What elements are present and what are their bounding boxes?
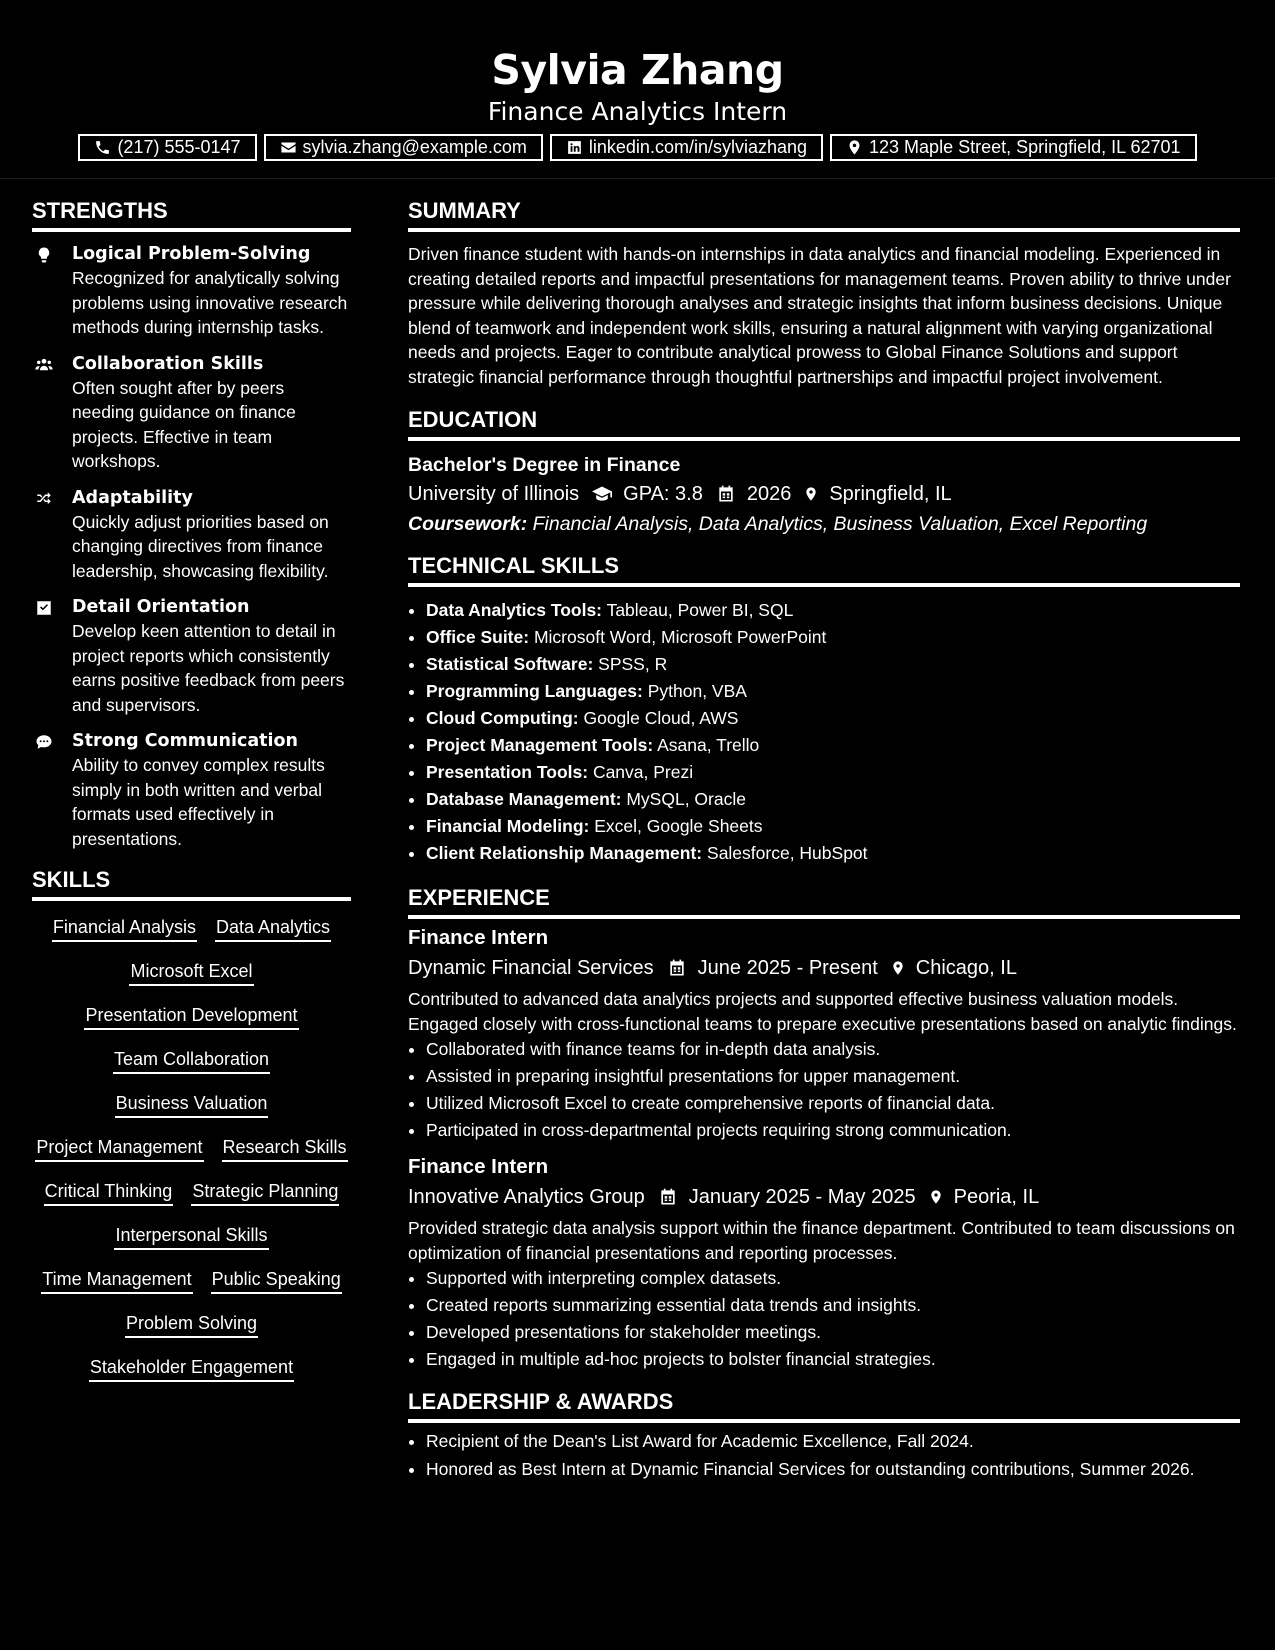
skill-tag: Time Management — [41, 1267, 192, 1294]
job-entry — [408, 1152, 1240, 1373]
strength-item — [32, 486, 351, 584]
skill-tag: Research Skills — [222, 1135, 348, 1162]
tech-label: Data Analytics Tools: — [426, 600, 603, 620]
skill-tag: Project Management — [35, 1135, 203, 1162]
skill-tag: Business Valuation — [115, 1091, 269, 1118]
users-icon — [34, 356, 54, 374]
tech-value: Tableau, Power BI, SQL — [606, 600, 794, 620]
contact-address-text: 123 Maple Street, Springfield, IL 62701 — [869, 137, 1181, 157]
list-item: • Assisted in preparing insightful presentations for upper management. — [426, 1063, 1240, 1090]
tech-value: MySQL, Oracle — [626, 789, 746, 809]
education-school: University of Illinois — [408, 483, 580, 505]
skill-tag: Financial Analysis — [52, 915, 197, 942]
tech-value: Asana, Trello — [657, 735, 760, 755]
chat-icon — [34, 733, 54, 751]
list-item: • Created reports summarizing essential data trends and insights. — [426, 1292, 1240, 1319]
calendar-icon — [657, 1187, 679, 1207]
technical-list — [408, 597, 1240, 867]
list-item — [426, 597, 1240, 624]
list-item: • Honored as Best Intern at Dynamic Financial Services for outstanding contributions, Summer 2026. — [426, 1457, 1240, 1482]
list-item: • Supported with interpreting complex datasets. — [426, 1265, 1240, 1292]
skill-tag: Team Collaboration — [113, 1047, 270, 1074]
strength-title: Collaboration Skills — [72, 353, 264, 374]
strength-title: Strong Communication — [72, 731, 298, 751]
job-dates: January 2025 - May 2025 — [688, 1186, 916, 1208]
strength-desc: Often sought after by peers needing guidance on finance projects. Effective in team workshops. — [72, 377, 296, 471]
education-coursework — [408, 509, 1240, 539]
contact-email[interactable] — [264, 134, 543, 161]
strength-title: Adaptability — [72, 487, 193, 508]
skills-list — [32, 915, 351, 1382]
strength-desc: Quickly adjust priorities based on changing directives from finance leadership, showcasing flexibility. — [72, 511, 329, 581]
list-item: • Recipient of the Dean's List Award for Academic Excellence, Fall 2024. — [426, 1429, 1240, 1454]
skill-tag: Strategic Planning — [191, 1179, 339, 1206]
right-column — [408, 196, 1240, 1481]
tech-value: Excel, Google Sheets — [594, 816, 763, 836]
education-degree: Bachelor's Degree in Finance — [408, 454, 681, 476]
contact-address — [830, 134, 1197, 161]
strength-item — [32, 595, 351, 717]
contact-bar — [0, 134, 1275, 161]
job-meta — [408, 953, 1240, 983]
experience-title: EXPERIENCE — [408, 883, 1240, 919]
envelope-icon — [280, 139, 297, 156]
graduation-cap-icon — [591, 484, 613, 504]
contact-linkedin[interactable] — [550, 134, 823, 161]
strength-desc: Ability to convey complex results simply in both written and verbal formats used effectively in presentations. — [72, 755, 325, 849]
map-pin-icon — [846, 139, 863, 156]
contact-email-text: sylvia.zhang@example.com — [302, 137, 527, 157]
job-company: Innovative Analytics Group — [408, 1186, 645, 1208]
skills-title: SKILLS — [32, 865, 351, 901]
job-dates: June 2025 - Present — [697, 957, 878, 979]
list-item: • Developed presentations for stakeholder meetings. — [426, 1319, 1240, 1346]
tech-value: Microsoft Word, Microsoft PowerPoint — [533, 627, 827, 647]
job-company: Dynamic Financial Services — [408, 957, 654, 979]
skill-tag: Presentation Development — [84, 1003, 298, 1030]
strengths-title: STRENGTHS — [32, 196, 351, 232]
phone-icon — [94, 139, 111, 156]
skill-tag: Microsoft Excel — [129, 959, 253, 986]
tech-value: Python, VBA — [647, 681, 747, 701]
list-item — [426, 651, 1240, 678]
skill-tag: Interpersonal Skills — [114, 1223, 268, 1250]
list-item — [426, 759, 1240, 786]
tech-label: Financial Modeling: — [426, 816, 590, 836]
map-pin-icon — [928, 1187, 944, 1207]
job-title: Finance Intern — [408, 1155, 549, 1178]
candidate-name: Sylvia Zhang — [491, 46, 784, 94]
job-description: Provided strategic data analysis support within the finance department. Contributed to team discussions on optimization of financial presentations and reporting processes. — [408, 1218, 1235, 1263]
strength-item — [32, 729, 351, 851]
list-item — [426, 678, 1240, 705]
summary-title: SUMMARY — [408, 196, 1240, 232]
checkbox-icon — [34, 599, 54, 617]
skill-tag: Critical Thinking — [44, 1179, 174, 1206]
contact-linkedin-text: linkedin.com/in/sylviazhang — [588, 137, 808, 157]
left-column — [32, 196, 351, 1382]
tech-label: Cloud Computing: — [426, 708, 579, 728]
job-entry — [408, 923, 1240, 1144]
strength-item — [32, 352, 351, 474]
job-location: Peoria, IL — [953, 1186, 1040, 1208]
strength-desc: Recognized for analytically solving problems using innovative research methods during internship tasks. — [72, 268, 348, 337]
tech-label: Database Management: — [426, 789, 622, 809]
resume-header — [0, 0, 1275, 179]
education-year: 2026 — [746, 483, 792, 505]
skill-tag: Problem Solving — [125, 1311, 258, 1338]
tech-label: Programming Languages: — [426, 681, 643, 701]
list-item — [426, 732, 1240, 759]
job-bullets — [408, 1036, 1240, 1144]
skill-tag: Stakeholder Engagement — [89, 1355, 294, 1382]
education-location: Springfield, IL — [829, 483, 952, 505]
tech-value: Salesforce, HubSpot — [707, 843, 868, 863]
technical-title: TECHNICAL SKILLS — [408, 551, 1240, 587]
tech-label: Client Relationship Management: — [426, 843, 703, 863]
tech-value: Canva, Prezi — [592, 762, 694, 782]
calendar-icon — [666, 958, 688, 978]
list-item — [426, 786, 1240, 813]
contact-phone[interactable] — [78, 134, 256, 161]
strength-title: Detail Orientation — [72, 597, 250, 617]
list-item — [426, 624, 1240, 651]
map-pin-icon — [890, 958, 906, 978]
strength-item — [32, 242, 351, 340]
shuffle-icon — [34, 490, 54, 508]
tech-value: Google Cloud, AWS — [583, 708, 739, 728]
tech-label: Project Management Tools: — [426, 735, 654, 755]
map-pin-icon — [803, 484, 819, 504]
job-title: Finance Intern — [408, 926, 549, 949]
education-meta — [408, 479, 1240, 509]
skill-tag: Public Speaking — [211, 1267, 342, 1294]
tech-label: Statistical Software: — [426, 654, 594, 674]
calendar-icon — [715, 484, 737, 504]
linkedin-icon — [566, 139, 583, 156]
tech-value: SPSS, R — [598, 654, 668, 674]
education-title: EDUCATION — [408, 405, 1240, 441]
list-item — [426, 813, 1240, 840]
leadership-list — [408, 1429, 1240, 1481]
job-description: Contributed to advanced data analytics projects and supported effective business valuation models. Engaged closely with cross-functional teams to prepare executive presentations based on analytic findings. — [408, 989, 1237, 1034]
tech-label: Presentation Tools: — [426, 762, 589, 782]
job-meta — [408, 1182, 1240, 1212]
list-item: • Collaborated with finance teams for in-depth data analysis. — [426, 1036, 1240, 1063]
list-item: • Engaged in multiple ad-hoc projects to bolster financial strategies. — [426, 1346, 1240, 1373]
summary-text: Driven finance student with hands-on internships in data analytics and financial modeling. Experienced in creating detailed reports and impactful presentations for management teams. Proven ability to thrive under pressure while delivering thorough analyses and strategic insights that inform business decisions. Unique blend of teamwork and independent work skills, ensuring a natural alignment with varying organizational needs and projects. Eager to contribute analytical prowess to Global Finance Solutions and support strategic financial performance through thoughtful partnerships and impactful project involvement. — [408, 244, 1231, 387]
list-item — [426, 705, 1240, 732]
education-gpa: GPA: 3.8 — [623, 483, 703, 505]
coursework-label: Coursework: — [408, 513, 528, 535]
leadership-title: LEADERSHIP & AWARDS — [408, 1387, 1240, 1423]
job-location: Chicago, IL — [915, 957, 1017, 979]
list-item: • Utilized Microsoft Excel to create comprehensive reports of financial data. — [426, 1090, 1240, 1117]
strength-desc: Develop keen attention to detail in project reports which consistently earns positive feedback from peers and supervisors. — [72, 621, 345, 715]
strength-title: Logical Problem-Solving — [72, 244, 311, 264]
contact-phone-text: (217) 555-0147 — [117, 137, 241, 157]
coursework-text: Financial Analysis, Data Analytics, Business Valuation, Excel Reporting — [532, 513, 1148, 535]
candidate-role: Finance Analytics Intern — [487, 97, 788, 126]
list-item: • Participated in cross-departmental projects requiring strong communication. — [426, 1117, 1240, 1144]
lightbulb-icon — [34, 246, 54, 264]
list-item — [426, 840, 1240, 867]
tech-label: Office Suite: — [426, 627, 530, 647]
job-bullets — [408, 1265, 1240, 1373]
skill-tag: Data Analytics — [215, 915, 331, 942]
